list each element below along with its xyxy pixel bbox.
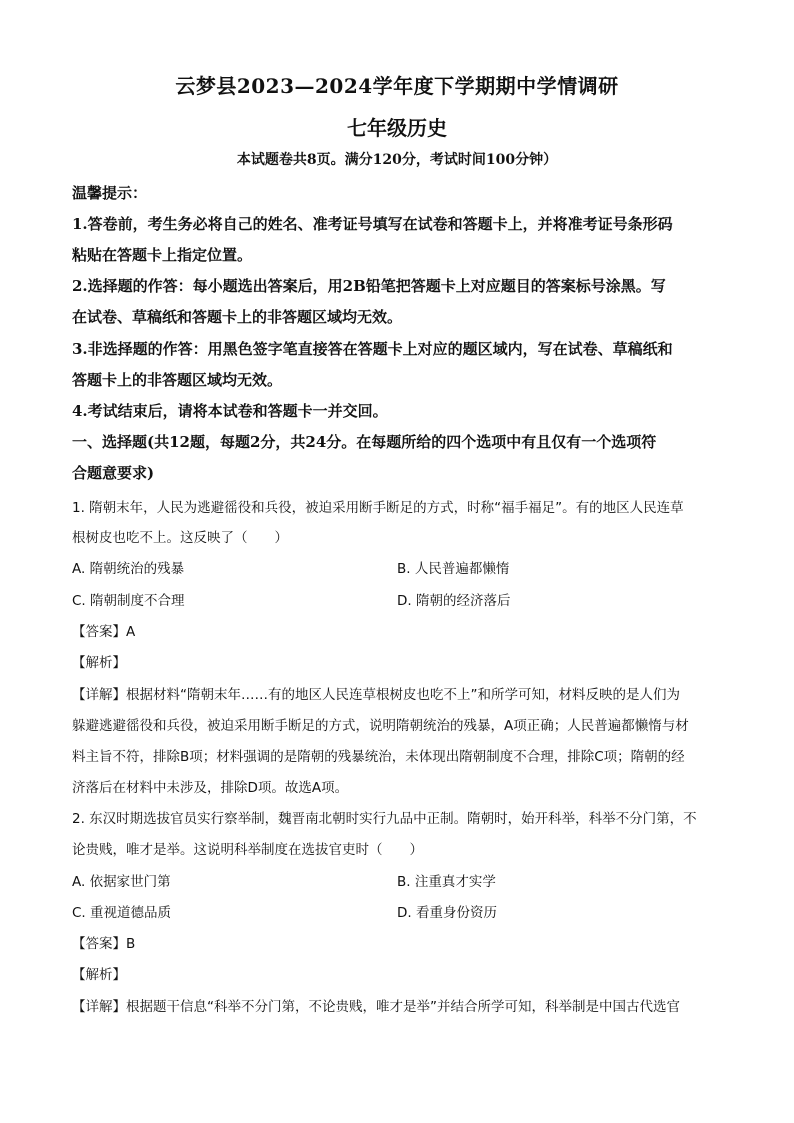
q1-stem: 1. 隋朝末年，人民为逃避徭役和兵役，被迫采用断手断足的方式，时称“福手福足”。有的地区人民连草 <box>72 500 684 516</box>
q2-detail: 【详解】根据题干信息“科举不分门第，不论贵贱，唯才是举”并结合所学可知，科举制是中国古代选官 <box>72 999 680 1015</box>
q1-detail: 料主旨不符，排除B项；材料强调的是隋朝的残暴统治，未体现出隋朝制度不合理，排除C项；隋朝的经 <box>72 749 685 765</box>
q2-stem: 论贵贱，唯才是举。这说明科举制度在选拔官吏时（ ） <box>72 842 423 858</box>
q1-option-d: D. 隋朝的经济落后 <box>397 593 511 609</box>
notice-line: 3.非选择题的作答：用黑色签字笔直接答在答题卡上对应的题区域内，写在试卷、草稿纸和 <box>72 340 673 358</box>
exam-title: 云梦县2023—2024学年度下学期期中学情调研 <box>175 74 619 98</box>
exam-info: 本试题卷共8页。满分120分，考试时间100分钟） <box>236 152 558 168</box>
q1-stem: 根树皮也吃不上。这反映了（ ） <box>72 530 288 546</box>
notice-line: 在试卷、草稿纸和答题卡上的非答题区域均无效。 <box>72 308 403 326</box>
q1-option-c: C. 隋朝制度不合理 <box>72 593 185 609</box>
q1-option-a: A. 隋朝统治的残暴 <box>72 561 185 577</box>
notice-line: 粘贴在答题卡上指定位置。 <box>72 246 253 264</box>
q1-detail: 躲避逃避徭役和兵役，被迫采用断手断足的方式，说明隋朝统治的残暴，A项正确；人民普遍都懒惰与材 <box>72 718 689 734</box>
q1-detail: 济落后在材料中未涉及，排除D项。故选A项。 <box>72 780 349 796</box>
exam-subtitle: 七年级历史 <box>347 116 447 140</box>
notice-heading: 温馨提示： <box>72 184 148 202</box>
q2-answer: 【答案】B <box>72 936 136 952</box>
q1-detail: 【详解】根据材料“隋朝末年……有的地区人民连草根树皮也吃不上”和所学可知，材料反映的是人们为 <box>72 687 680 703</box>
q2-option-c: C. 重视道德品质 <box>72 905 172 921</box>
q1-option-b: B. 人民普遍都懒惰 <box>397 561 510 577</box>
notice-line: 4.考试结束后，请将本试卷和答题卡一并交回。 <box>72 402 388 420</box>
section-heading: 合题意要求) <box>72 464 155 482</box>
q2-stem: 2. 东汉时期选拔官员实行察举制，魏晋南北朝时实行九品中正制。隋朝时，始开科举，科举不分门第，不 <box>72 811 697 827</box>
q2-analysis: 【解析】 <box>72 967 126 983</box>
section-heading: 一、选择题(共12题，每题2分，共24分。在每题所给的四个选项中有且仅有一个选项符 <box>72 433 657 451</box>
notice-line: 1.答卷前，考生务必将自己的姓名、准考证号填写在试卷和答题卡上，并将准考证号条形码 <box>72 215 673 233</box>
q2-option-b: B. 注重真才实学 <box>397 874 496 890</box>
notice-line: 答题卡上的非答题区域均无效。 <box>72 371 283 389</box>
q2-option-a: A. 依据家世门第 <box>72 874 171 890</box>
q1-answer: 【答案】A <box>72 624 136 640</box>
q2-option-d: D. 看重身份资历 <box>397 905 497 921</box>
notice-line: 2.选择题的作答：每小题选出答案后，用2B铅笔把答题卡上对应题目的答案标号涂黑。写 <box>72 277 666 295</box>
q1-analysis: 【解析】 <box>72 655 126 671</box>
